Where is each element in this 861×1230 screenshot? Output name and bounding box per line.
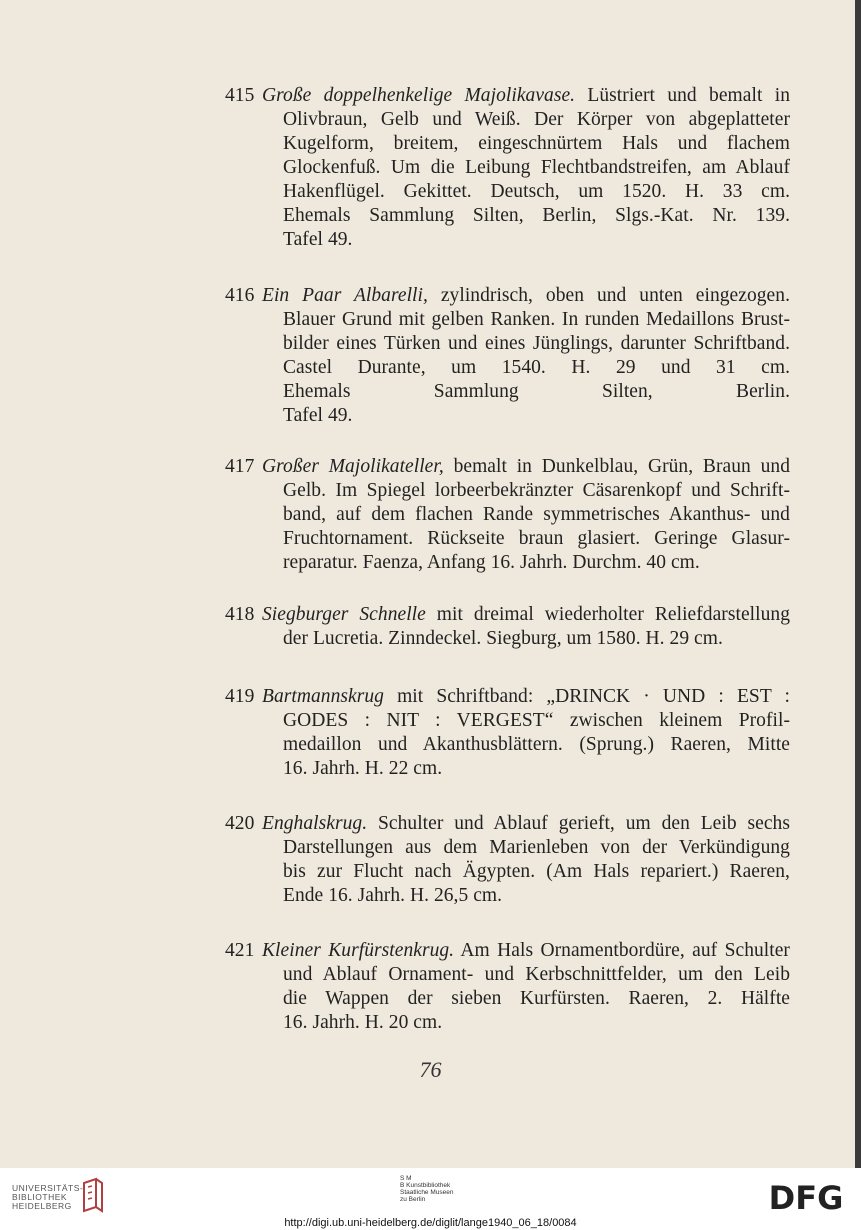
catalog-entry	[225, 284, 790, 428]
entry-line: Ehemals Sammlung Silten, Berlin, Slgs.-Kat. Nr. 139.	[283, 205, 790, 226]
entry-line: bilder eines Türken und eines Jünglings, darunter Schriftband.	[283, 333, 790, 354]
page-edge	[855, 0, 861, 1168]
university-logo-icon	[78, 1177, 106, 1213]
entry-line: der Lucretia. Zinndeckel. Siegburg, um 1580. H. 29 cm.	[283, 628, 723, 649]
entry-first-line	[225, 685, 790, 709]
university-line: UNIVERSITÄTS-	[12, 1183, 84, 1193]
entry-line: Ehemals Sammlung Silten, Berlin.	[283, 381, 790, 402]
entry-line: die Wappen der sieben Kurfürsten. Raeren, 2. Hälfte	[283, 988, 790, 1009]
museum-stamp	[400, 1175, 453, 1203]
catalog-entry	[225, 812, 790, 908]
entry-title: Bartmannskrug	[262, 686, 384, 707]
entry-line: Tafel 49.	[283, 405, 353, 426]
stamp-line: S M	[400, 1175, 412, 1182]
university-line: BIBLIOTHEK	[12, 1192, 68, 1202]
entry-first-line	[225, 284, 790, 308]
university-library-logo-text	[12, 1184, 83, 1211]
entry-title: Siegburger Schnelle	[262, 604, 426, 625]
entry-description: Am Hals Ornamentbordüre, auf Schulter	[454, 940, 790, 961]
stamp-line: Staatliche Museen	[400, 1189, 454, 1196]
entry-line: GODES : NIT : VERGEST“ zwischen kleinem Profil-	[283, 710, 790, 731]
entry-line: Kugelform, breitem, eingeschnürtem Hals und flachem	[283, 133, 790, 154]
entry-number: 416	[225, 285, 255, 306]
entry-line: Hakenflügel. Gekittet. Deutsch, um 1520. H. 33 cm.	[283, 181, 790, 202]
entry-first-line	[225, 939, 790, 963]
entry-title: Enghalskrug.	[262, 813, 368, 834]
entry-line: Olivbraun, Gelb und Weiß. Der Körper von abgeplatteter	[283, 109, 790, 130]
entry-line: 16. Jahrh. H. 22 cm.	[283, 758, 443, 779]
entry-number: 421	[225, 940, 255, 961]
source-url[interactable]: http://digi.ub.uni-heidelberg.de/diglit/lange1940_06_18/0084	[284, 1217, 577, 1229]
university-line: HEIDELBERG	[12, 1201, 72, 1211]
entry-first-line	[225, 812, 790, 836]
entry-number: 417	[225, 456, 255, 477]
entry-title: Ein Paar Albarelli,	[262, 285, 428, 306]
entry-line: Gelb. Im Spiegel lorbeerbekränzter Cäsarenkopf und Schrift-	[283, 480, 790, 501]
entry-line: medaillon und Akanthusblättern. (Sprung.) Raeren, Mitte	[283, 734, 790, 755]
entry-description: Lüstriert und bemalt in	[575, 85, 790, 106]
entry-line: Darstellungen aus dem Marienleben von der Verkündigung	[283, 837, 790, 858]
stamp-line: B Kunstbibliothek	[400, 1182, 451, 1189]
dfg-logo-icon	[762, 1181, 850, 1213]
entry-line: Tafel 49.	[283, 229, 353, 250]
entry-description: bemalt in Dunkelblau, Grün, Braun und	[443, 456, 791, 477]
entry-line: reparatur. Faenza, Anfang 16. Jahrh. Durchm. 40 cm.	[283, 552, 700, 573]
entry-number: 419	[225, 686, 255, 707]
entry-first-line	[225, 603, 790, 627]
catalog-entry	[225, 455, 790, 575]
entry-number: 415	[225, 85, 255, 106]
entry-first-line	[225, 455, 790, 479]
entry-line: bis zur Flucht nach Ägypten. (Am Hals repariert.) Raeren,	[283, 861, 790, 882]
entry-line: Glockenfuß. Um die Leibung Flechtbandstreifen, am Ablauf	[283, 157, 790, 178]
entry-description: mit dreimal wiederholter Reliefdarstellung	[425, 604, 790, 625]
page-number: 76	[419, 1057, 442, 1082]
entry-line: Castel Durante, um 1540. H. 29 und 31 cm.	[283, 357, 790, 378]
entry-title: Kleiner Kurfürstenkrug.	[262, 940, 455, 961]
dfg-logo-text: DFG	[768, 1181, 844, 1213]
entry-description: Schulter und Ablauf gerieft, um den Leib sechs	[367, 813, 790, 834]
catalog-entry	[225, 685, 790, 781]
entry-number: 418	[225, 604, 255, 625]
entry-line: Blauer Grund mit gelben Ranken. In runden Medaillons Brust-	[283, 309, 790, 330]
catalog-entry	[225, 939, 790, 1035]
entry-number: 420	[225, 813, 255, 834]
entry-line: Ende 16. Jahrh. H. 26,5 cm.	[283, 885, 503, 906]
catalog-entry	[225, 603, 790, 651]
entry-line: und Ablauf Ornament- und Kerbschnittfelder, um den Leib	[283, 964, 790, 985]
entry-title: Großer Majolikateller,	[262, 456, 444, 477]
entry-line: Fruchtornament. Rückseite braun glasiert. Geringe Glasur-	[283, 528, 790, 549]
entry-description: mit Schriftband: „DRINCK · UND : EST :	[383, 686, 790, 707]
entry-title: Große doppelhenkelige Majolikavase.	[262, 85, 576, 106]
stamp-line: zu Berlin	[400, 1196, 426, 1203]
entry-first-line	[225, 84, 790, 108]
entry-description: zylindrisch, oben und unten eingezogen.	[427, 285, 790, 306]
catalog-entry	[225, 84, 790, 252]
entry-line: band, auf dem flachen Rande symmetrisches Akanthus- und	[283, 504, 790, 525]
entry-line: 16. Jahrh. H. 20 cm.	[283, 1012, 443, 1033]
